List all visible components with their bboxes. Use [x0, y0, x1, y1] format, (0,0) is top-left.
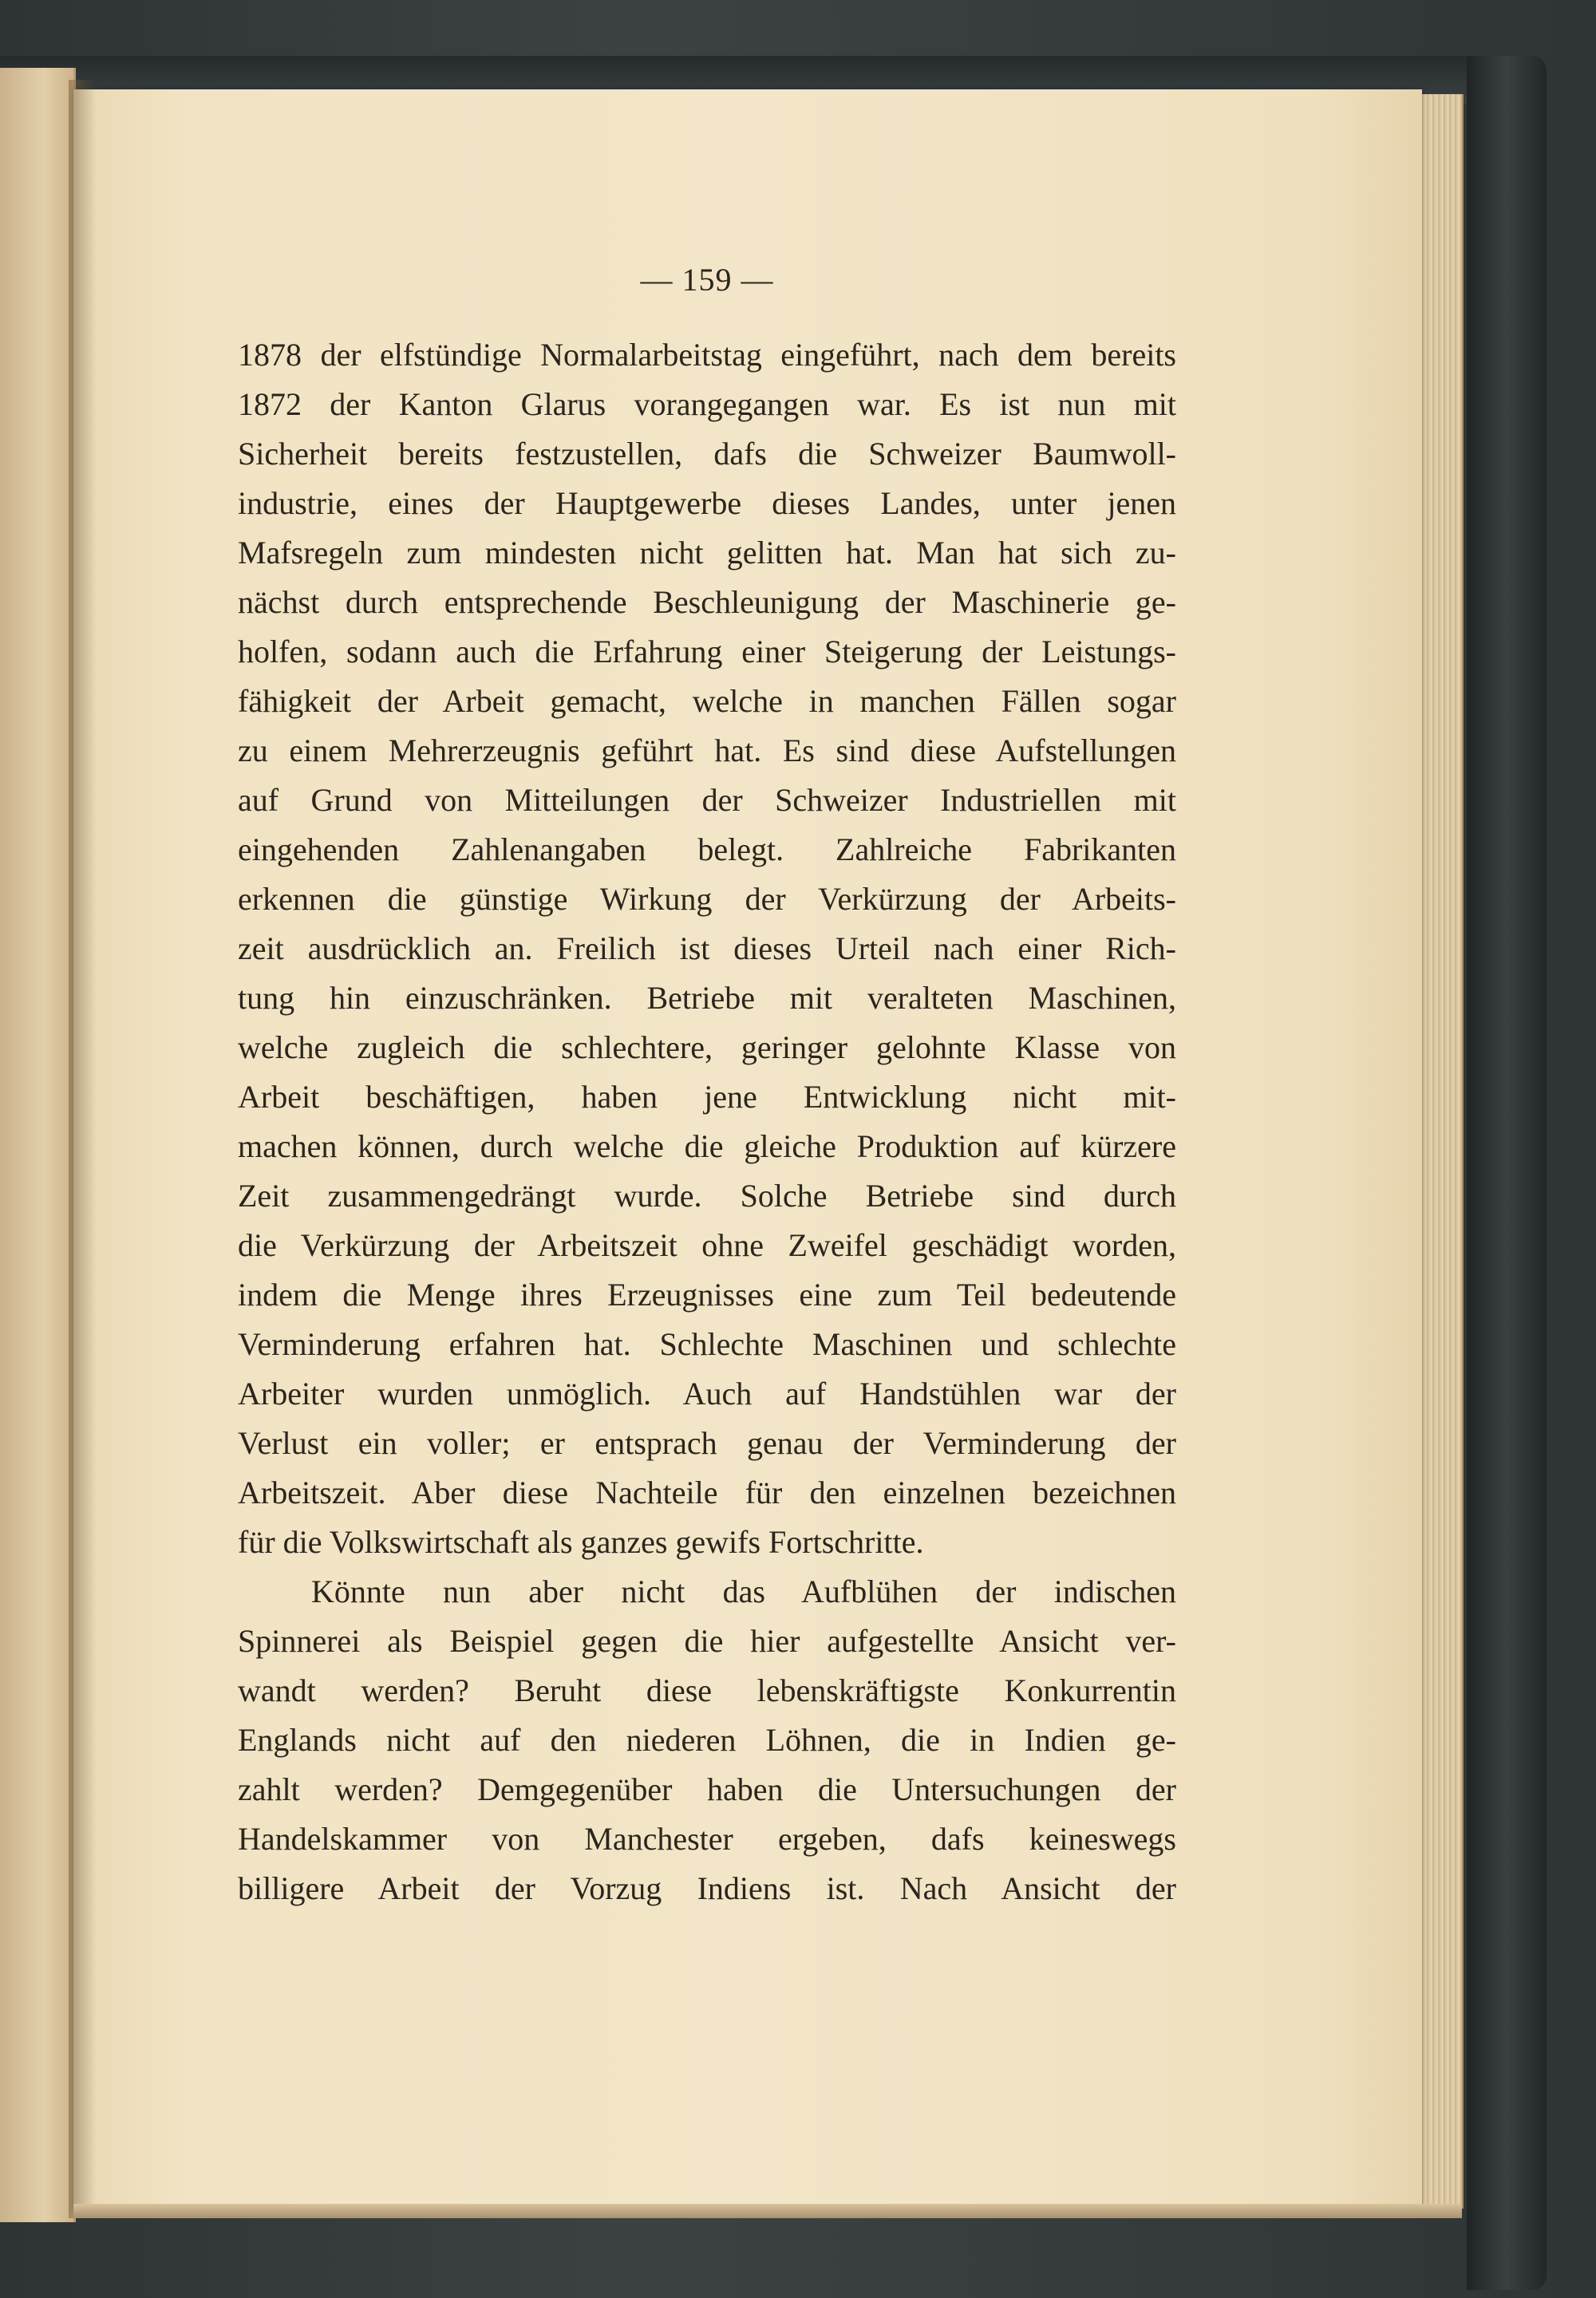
text-line: wandt werden? Beruht diese lebenskräftigste Konkurrentin	[238, 1672, 1176, 1708]
text-line: zeit ausdrücklich an. Freilich ist dieses Urteil nach einer Rich-	[238, 930, 1176, 966]
text-line: zu einem Mehrerzeugnis geführt hat. Es sind diese Aufstellungen	[238, 732, 1176, 768]
text-line: holfen, sodann auch die Erfahrung einer Steigerung der Leistungs-	[238, 634, 1176, 669]
page-bottom-edge	[73, 2204, 1462, 2218]
text-line: Verminderung erfahren hat. Schlechte Maschinen und schlechte	[238, 1326, 1176, 1362]
text-line: Sicherheit bereits festzustellen, dafs die Schweizer Baumwoll-	[238, 436, 1176, 472]
text-line: tung hin einzuschränken. Betriebe mit veralteten Maschinen,	[238, 980, 1176, 1016]
text-line: Könnte nun aber nicht das Aufblühen der indischen	[311, 1573, 1176, 1609]
text-line: Englands nicht auf den niederen Löhnen, die in Indien ge-	[238, 1722, 1176, 1758]
text-line: Verlust ein voller; er entsprach genau der Verminderung der	[238, 1425, 1176, 1461]
text-line: Handelskammer von Manchester ergeben, dafs keineswegs	[238, 1821, 1176, 1857]
text-line: auf Grund von Mitteilungen der Schweizer Industriellen mit	[238, 782, 1176, 818]
text-line: zahlt werden? Demgegenüber haben die Untersuchungen der	[238, 1771, 1176, 1807]
text-line: indem die Menge ihres Erzeugnisses eine zum Teil bedeutende	[238, 1277, 1176, 1313]
text-line: für die Volkswirtschaft als ganzes gewifs Fortschritte.	[238, 1524, 924, 1560]
page-gutter-shadow	[69, 80, 96, 2218]
text-line: Mafsregeln zum mindesten nicht gelitten hat. Man hat sich zu-	[238, 535, 1176, 571]
text-line: nächst durch entsprechende Beschleunigung der Maschinerie ge-	[238, 584, 1176, 620]
facing-page-edge	[0, 68, 76, 2222]
text-line: Arbeit beschäftigen, haben jene Entwicklung nicht mit-	[238, 1079, 1176, 1115]
text-line: Zeit zusammengedrängt wurde. Solche Betriebe sind durch	[238, 1178, 1176, 1214]
text-line: industrie, eines der Hauptgewerbe dieses Landes, unter jenen	[238, 485, 1176, 521]
text-line: Arbeitszeit. Aber diese Nachteile für den einzelnen bezeichnen	[238, 1475, 1176, 1510]
text-line: die Verkürzung der Arbeitszeit ohne Zweifel geschädigt worden,	[238, 1227, 1176, 1263]
text-line: Spinnerei als Beispiel gegen die hier aufgestellte Ansicht ver-	[238, 1623, 1176, 1659]
text-line: machen können, durch welche die gleiche Produktion auf kürzere	[238, 1128, 1176, 1164]
text-line: billigere Arbeit der Vorzug Indiens ist. Nach Ansicht der	[238, 1870, 1176, 1906]
text-line: 1878 der elfstündige Normalarbeitstag eingeführt, nach dem bereits	[238, 337, 1176, 373]
text-line: erkennen die günstige Wirkung der Verkürzung der Arbeits-	[238, 881, 1176, 917]
text-line: welche zugleich die schlechtere, geringer gelohnte Klasse von	[238, 1029, 1176, 1065]
text-line: 1872 der Kanton Glarus vorangegangen war. Es ist nun mit	[238, 386, 1176, 422]
text-line: Arbeiter wurden unmöglich. Auch auf Handstühlen war der	[238, 1376, 1176, 1412]
page-number: — 159 —	[640, 262, 774, 298]
book-cover-right-edge	[1467, 56, 1547, 2290]
text-line: fähigkeit der Arbeit gemacht, welche in manchen Fällen sogar	[238, 683, 1176, 719]
text-line: eingehenden Zahlenangaben belegt. Zahlreiche Fabrikanten	[238, 831, 1176, 867]
